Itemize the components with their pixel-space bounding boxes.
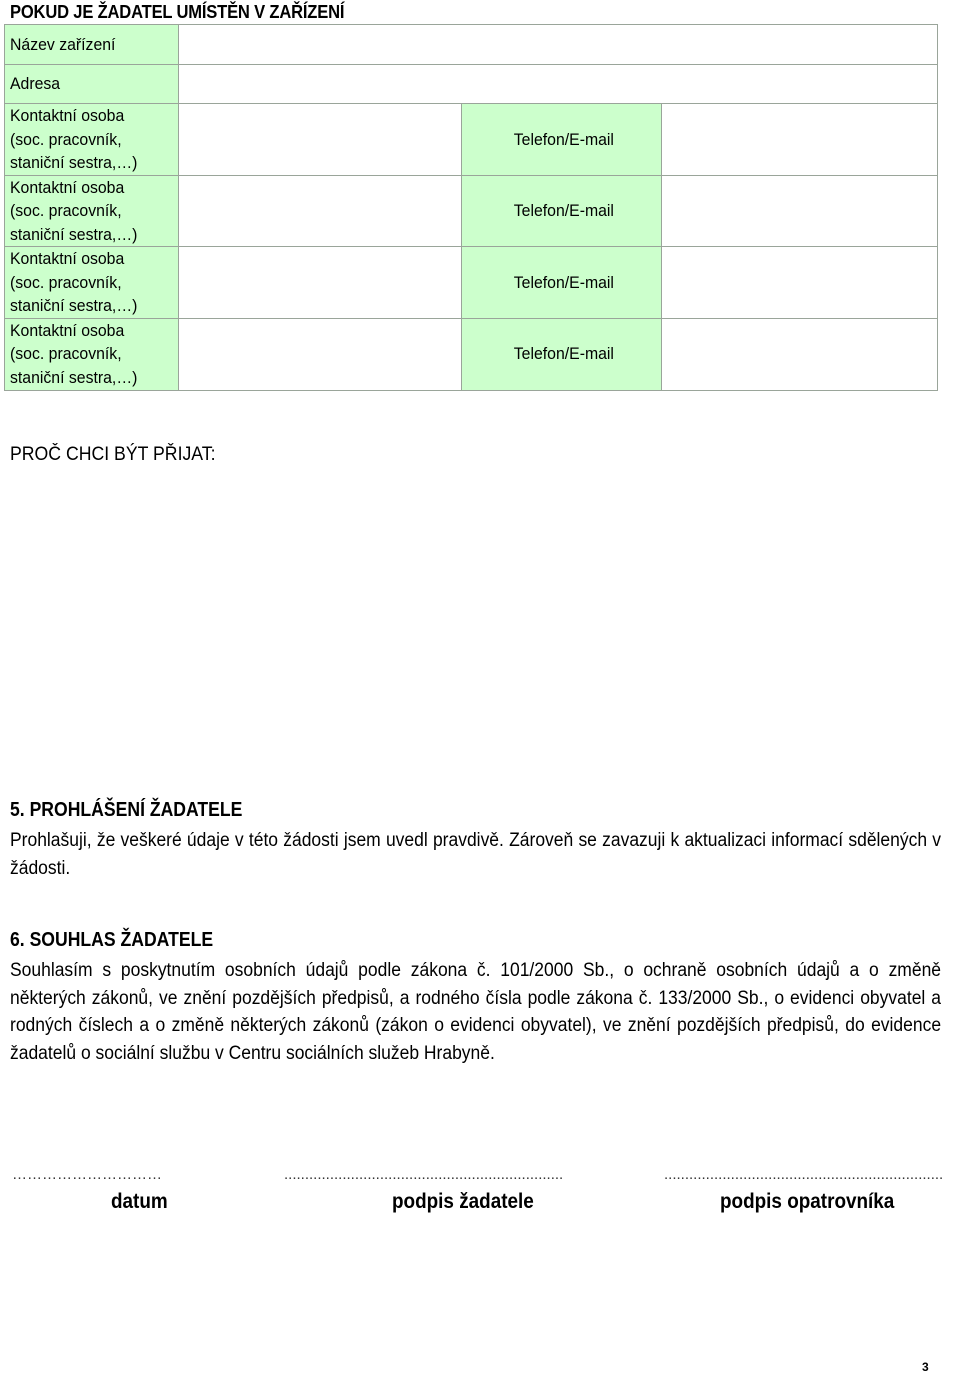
phone-email-field[interactable] [662, 175, 938, 247]
declaration-heading: 5. PROHLÁŠENÍ ŽADATELE [10, 799, 243, 821]
consent-text: Souhlasím s poskytnutím osobních údajů podle zákona č. 101/2000 Sb., o ochraně osobních údajů a o změně některých zákonů, ve znění pozdějších předpisů, a rodného čísla podle zákona č. 133/2000 Sb., o evidenci obyvatel a rodných číslech a o změně některých zákonů (zákon o evidenci obyvatel), ve znění pozdějších předpisů, do evidence žadatelů o sociální službu v Centru sociálních služeb Hrabyně. [10, 960, 942, 1064]
guardian-signature-label: podpis opatrovníka [720, 1190, 895, 1213]
table-row [5, 247, 938, 319]
contact-person-label: Kontaktní osoba (soc. pracovník, staniční sestra,…) [5, 175, 179, 247]
contact-person-label: Kontaktní osoba (soc. pracovník, staniční sestra,…) [5, 318, 179, 390]
consent-heading: 6. SOUHLAS ŽADATELE [10, 929, 214, 951]
phone-email-label: Telefon/E-mail [462, 175, 662, 247]
contact-person-label: Kontaktní osoba (soc. pracovník, staniční sestra,…) [5, 247, 179, 319]
page-number: 3 [922, 1360, 929, 1374]
phone-email-label: Telefon/E-mail [462, 104, 662, 176]
contact-person-label: Kontaktní osoba (soc. pracovník, staniční sestra,…) [5, 104, 179, 176]
address-label: Adresa [5, 65, 179, 104]
table-row [5, 175, 938, 247]
facility-name-field[interactable] [179, 25, 938, 65]
guardian-signature-line[interactable]: ................................................................... [664, 1166, 944, 1183]
contact-person-field[interactable] [179, 247, 462, 319]
address-field[interactable] [179, 65, 938, 104]
section-heading-facility: POKUD JE ŽADATEL UMÍSTĚN V ZAŘÍZENÍ [10, 2, 345, 22]
phone-email-field[interactable] [662, 247, 938, 319]
facility-name-label: Název zařízení [5, 25, 179, 65]
date-label: datum [111, 1190, 168, 1213]
table-row [5, 318, 938, 390]
phone-email-field[interactable] [662, 104, 938, 176]
phone-email-label: Telefon/E-mail [462, 318, 662, 390]
facility-table [4, 24, 938, 391]
applicant-signature-line[interactable]: ................................................................... [284, 1166, 564, 1183]
applicant-signature-label: podpis žadatele [392, 1190, 534, 1213]
table-row [5, 65, 938, 104]
table-row [5, 25, 938, 65]
contact-person-field[interactable] [179, 175, 462, 247]
date-signature-line[interactable]: ………………………… [12, 1166, 162, 1183]
phone-email-field[interactable] [662, 318, 938, 390]
phone-email-label: Telefon/E-mail [462, 247, 662, 319]
contact-person-field[interactable] [179, 104, 462, 176]
table-row [5, 104, 938, 176]
why-admission-heading: PROČ CHCI BÝT PŘIJAT: [10, 444, 216, 465]
contact-person-field[interactable] [179, 318, 462, 390]
declaration-text: Prohlašuji, že veškeré údaje v této žádosti jsem uvedl pravdivě. Zároveň se zavazuji k aktualizaci informací sdělených v žádosti. [10, 830, 942, 879]
